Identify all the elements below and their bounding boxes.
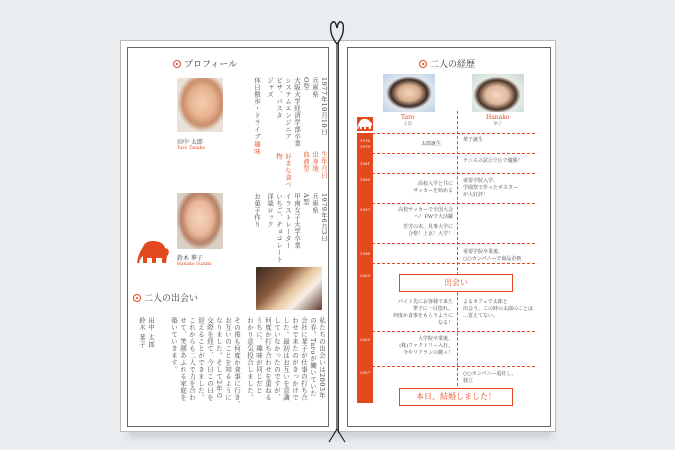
taro-event: 大学院卒業後、 (株)ファクトリー入社。 今やリアランの鍵っ！ [399, 336, 453, 356]
hanako-education: 甲南女子大学卒業 [293, 193, 301, 249]
taro-label-text: Taro [401, 114, 415, 121]
meet-line-13: 交際を経て、今日この日を [206, 317, 214, 401]
taro-hometown: 兵庫県 [311, 77, 319, 98]
hanako-job: イラストレーター [284, 193, 292, 249]
hanako-label [486, 114, 510, 127]
taro-birthday: 1977年10月10日 [320, 77, 328, 136]
hanako-event: 重要学院入学、 学園祭で作ったポスター が大好評！ [463, 178, 519, 198]
meet-line-1: 私たちの出会いは2003年 [318, 317, 326, 399]
hanako-baby-photo [177, 193, 223, 249]
wedding-box-text: 本日、結婚しました！ [416, 392, 496, 401]
row-divider [357, 366, 535, 367]
heading-blood: 血液型 [302, 151, 310, 172]
meet-line-12: なりました。そして2年の [215, 317, 223, 399]
hanako-label-text: Hanako [486, 114, 510, 121]
wedding-box [399, 388, 513, 406]
meet-line-16: せて、笑顔あふれる家庭を [179, 317, 187, 401]
heading-hometown: 出身地 [311, 151, 319, 172]
heading-birthday: 生年月日 [320, 151, 328, 179]
row-divider [357, 203, 535, 204]
year-label: 2007 [359, 370, 371, 375]
meet-title [133, 291, 198, 304]
elephant-icon [137, 239, 171, 265]
hanako-event: 華子誕生 [463, 137, 484, 143]
meet-line-6: していなかったのですが、 [273, 317, 281, 401]
taro-baby-photo [177, 78, 223, 132]
circle-bullet-icon [419, 60, 427, 68]
elephant-small-icon [357, 117, 373, 131]
taro-event: 太郎誕生 [421, 141, 442, 147]
history-title [419, 57, 475, 70]
taro-label-sub: 太郎 [403, 122, 413, 127]
meet-line-2: の春。Taroが働いていた [309, 317, 317, 397]
taro-label [401, 114, 415, 127]
hanako-event: ○○カンパニー退社し、 独立 [463, 371, 517, 384]
hanako-birthday: 1979年6月3日 [320, 193, 328, 242]
taro-event: 高校サッカーで全国大会 へ！FWで大活躍 [398, 207, 453, 220]
taro-event: 苦労の末、見事大学に 合格！上京！大学！ [402, 224, 453, 237]
meet-line-11: お互いのことを知るように [224, 317, 232, 401]
year-label: 1976 [359, 138, 371, 143]
heading-hobby: 趣味 [253, 141, 261, 155]
taro-music: ジャズ [266, 77, 274, 98]
meet-line-5: した。最初はお互いを意識 [282, 317, 290, 401]
hanako-blood: A型 [302, 193, 310, 206]
meet-line-15: これからも二人で力を合わ [188, 317, 196, 401]
taro-job: システムエンジニア [284, 77, 292, 140]
meet-line-4: わせで来たのがきっかけで [291, 317, 299, 401]
meet-box [399, 274, 513, 292]
meet-line-7: 何度か打ち合わせを重ねる [264, 317, 272, 401]
hanako-hometown: 兵庫県 [311, 193, 319, 214]
timeline-center-line [457, 111, 458, 401]
meet-line-3: 会社に華子が仕事の打ち合 [300, 317, 308, 401]
row-divider [357, 263, 535, 264]
meet-line-17: 築いていきます。 [170, 317, 178, 373]
profile-title [173, 57, 237, 70]
hanako-event: よるカフェで太郎と 出会う。この時の太郎のことは …覚えてない。 [463, 299, 534, 319]
year-label: 2003 [359, 273, 371, 278]
hanako-event: 重要学院卒業後、 ○○カンパニーで商品企画 [463, 249, 522, 262]
history-title-text: 二人の経歴 [430, 60, 476, 70]
hanako-name: 鈴木 華子 [177, 255, 203, 262]
row-divider [357, 133, 535, 134]
hanako-label-sub: 華子 [493, 122, 503, 127]
hanako-roman: Hanako Suzuki [177, 262, 212, 267]
hanako-caption [177, 253, 211, 267]
year-label: 2005 [359, 337, 371, 342]
year-label: 1995 [359, 177, 371, 182]
hanako-music: 洋楽ロック [266, 193, 274, 228]
hanako-photo [472, 74, 524, 112]
taro-caption [177, 137, 205, 151]
meet-sign-hanako: 鈴木 華子 [138, 317, 146, 348]
hanako-hobby: お菓子作り [253, 193, 261, 228]
circle-bullet-icon [173, 60, 181, 68]
year-label: 1997 [359, 207, 371, 212]
taro-food: ピザ、パスタ [275, 77, 283, 119]
meet-line-10: その後も何度か食事に行き、 [233, 317, 241, 408]
taro-event: パイト先にお客様で来た 華子に一目惚れ。 何度か食事をもらうように なる！ [392, 299, 453, 326]
year-label: 1979 [359, 144, 371, 149]
row-divider [357, 173, 535, 174]
couple-cake-photo [256, 267, 322, 310]
taro-roman: Taro Tanaka [177, 146, 205, 151]
taro-education: 大阪大学経済学部卒業 [293, 77, 301, 147]
row-divider [357, 243, 535, 244]
row-divider [357, 153, 535, 154]
meet-line-8: うちに、趣味が同じだと [255, 317, 263, 394]
year-label: 1981 [359, 161, 371, 166]
row-divider [357, 331, 535, 332]
heading-food: 好きな食べ物 [275, 153, 292, 188]
taro-name: 田中 太郎 [177, 139, 203, 146]
circle-bullet-icon [133, 294, 141, 302]
taro-photo [383, 74, 435, 112]
profile-title-text: プロフィール [184, 60, 238, 70]
hanako-event: テニスの試合で区で優勝！ [463, 158, 523, 164]
year-label: 1998 [359, 251, 371, 256]
meet-box-text: 出会い [444, 278, 468, 287]
meet-title-text: 二人の出会い [144, 294, 199, 304]
meet-sign-taro: 田中 太郎 [147, 317, 155, 348]
hanako-food: いちご、チョコレート [275, 193, 283, 263]
bookmark-string [325, 14, 349, 444]
taro-event: 高校入学と共に サッカーを始める [413, 181, 453, 194]
meet-line-14: 迎えることができました。 [197, 317, 205, 401]
taro-blood: O型 [302, 77, 310, 90]
meet-line-9: わかり意気投合しました。 [246, 317, 254, 401]
taro-hobby: 休日散歩・ドライブ [253, 77, 261, 140]
